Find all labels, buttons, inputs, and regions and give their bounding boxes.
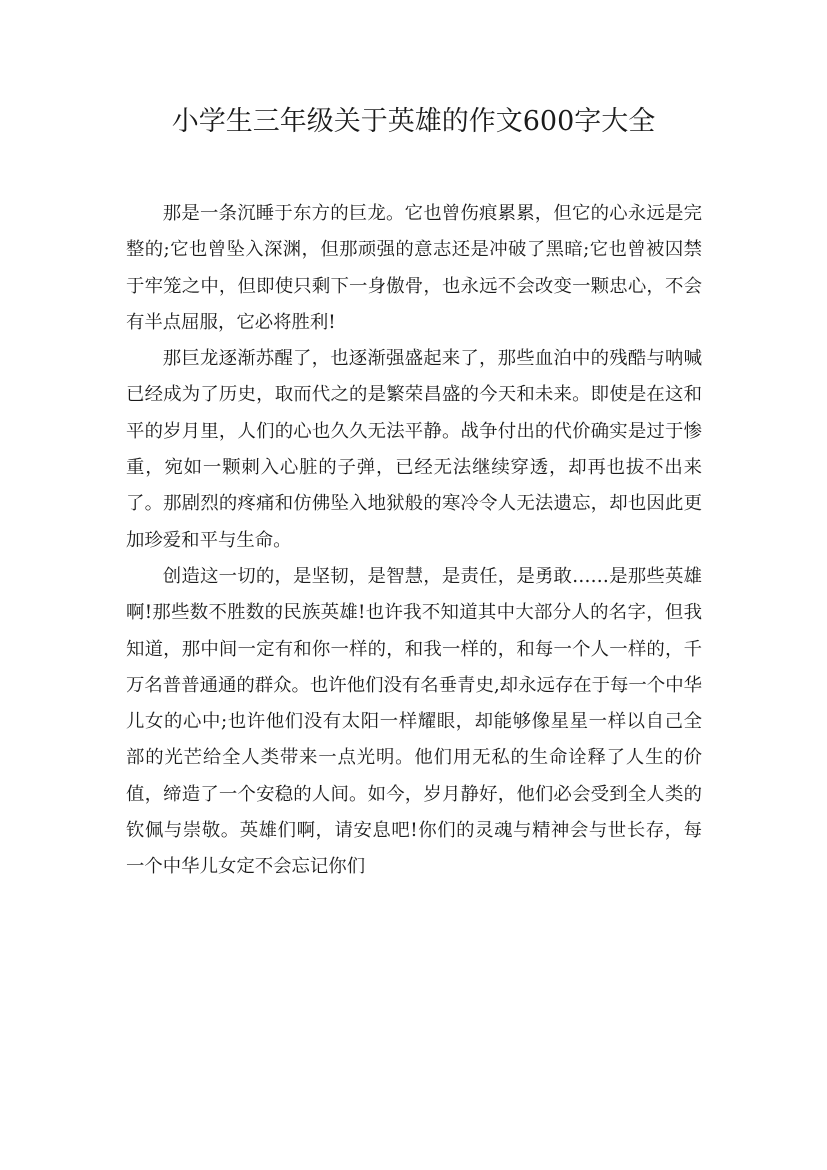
document-title: 小学生三年级关于英雄的作文600字大全 (171, 106, 656, 137)
document-body (126, 196, 702, 886)
paragraph: 那是一条沉睡于东方的巨龙。它也曾伤痕累累，但它的心永远是完整的;它也曾坠入深渊，但那顽强的意志还是冲破了黑暗;它也曾被囚禁于牢笼之中，但即使只剩下一身傲骨，也永远不会改变一颗忠心，不会有半点屈服，它必将胜利! (126, 203, 702, 333)
paragraph: 创造这一切的，是坚韧，是智慧，是责任，是勇敢……是那些英雄啊!那些数不胜数的民族英雄!也许我不知道其中大部分人的名字，但我知道，那中间一定有和你一样的，和我一样的，和每一个人一样的，千万名普普通通的群众。也许他们没有名垂青史,却永远存在于每一个中华儿女的心中;也许他们没有太阳一样耀眼，却能够像星星一样以自己全部的光芒给全人类带来一点光明。他们用无私的生命诠释了人生的价值，缔造了一个安稳的人间。如今，岁月静好，他们必会受到全人类的钦佩与崇敬。英雄们啊，请安息吧!你们的灵魂与精神会与世长存，每一个中华儿女定不会忘记你们 (126, 565, 702, 878)
paragraph: 那巨龙逐渐苏醒了，也逐渐强盛起来了，那些血泊中的残酷与呐喊已经成为了历史，取而代之的是繁荣昌盛的今天和未来。即使是在这和平的岁月里，人们的心也久久无法平静。战争付出的代价确实是过于惨重，宛如一颗刺入心脏的子弹，已经无法继续穿透，却再也拔不出来了。那剧烈的疼痛和仿佛坠入地狱般的寒冷令人无法遗忘，却也因此更加珍爱和平与生命。 (126, 348, 702, 551)
